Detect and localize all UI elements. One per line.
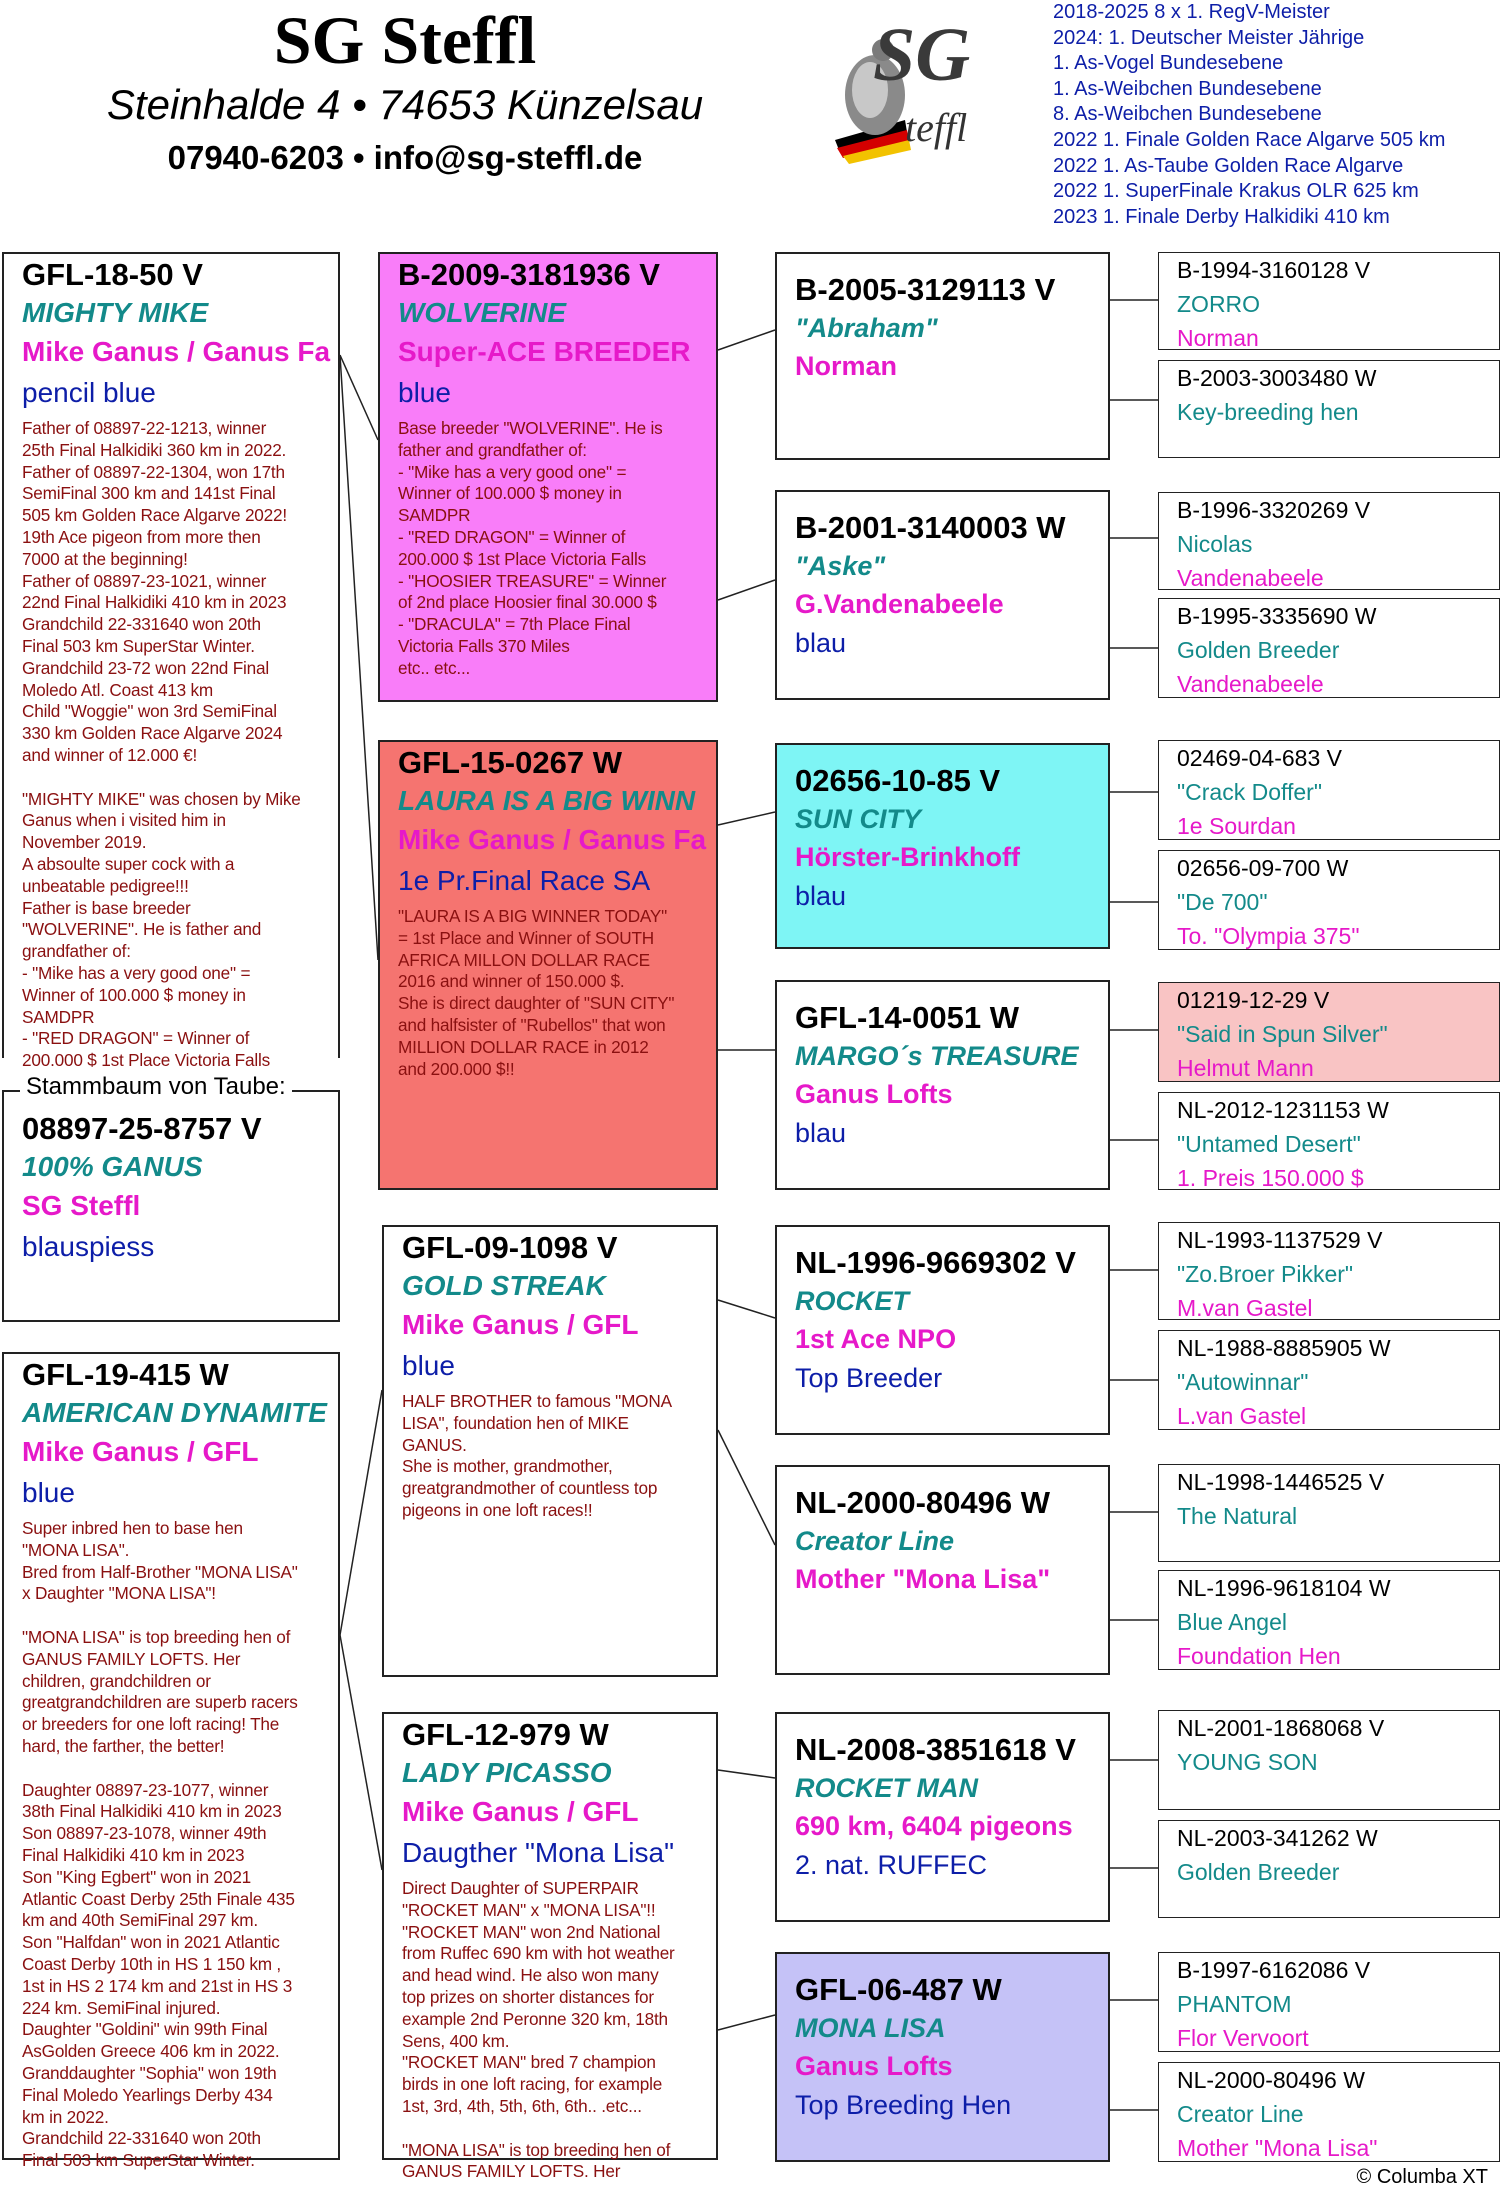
achievement-item: 1. As-Weibchen Bundesebene (1053, 77, 1322, 100)
grandparent-name: WOLVERINE (398, 297, 567, 328)
breeder-title: SG Steffl (273, 2, 537, 78)
mother-card[interactable] (2, 1352, 340, 2171)
great-grandparent-ring-number: B-2001-3140003 W (795, 510, 1066, 545)
breeder-logo (815, 10, 975, 170)
ancestor-name: Golden Breeder (1177, 1859, 1340, 1885)
ancestor-ring-number: NL-1998-1446525 V (1177, 1469, 1385, 1495)
ancestor-card[interactable] (1158, 492, 1500, 590)
subject-ring-number: 08897-25-8757 V (22, 1111, 262, 1146)
ancestor-card[interactable] (1158, 1464, 1500, 1562)
subject-name: 100% GANUS (22, 1151, 203, 1182)
grandparent-name: GOLD STREAK (402, 1270, 606, 1301)
great-grandparent-owner: G.Vandenabeele (795, 589, 1004, 619)
great-grandparent-owner: 690 km, 6404 pigeons (795, 1811, 1073, 1841)
ancestor-ring-number: NL-1993-1137529 V (1177, 1227, 1383, 1253)
ancestor-name: "De 700" (1177, 889, 1268, 915)
great-grandparent-ring-number: 02656-10-85 V (795, 763, 1001, 798)
mother-ring-number: GFL-19-415 W (22, 1357, 229, 1392)
grandparent-description: Direct Daughter of SUPERPAIR "ROCKET MAN" x "MONA LISA"!! "ROCKET MAN" won 2nd National from Ruffec 690 km with hot weather and head wind. He also won many top prizes on shorter distances for example 2nd Peronne 320 km, 18th Sens, 400 km. "ROCKET MAN" bred 7 champion birds in one loft racing, for example 1st, 3rd, 4th, 5th, 6th, 6th.. .etc... "MONA LISA" is top breeding hen of GANUS FAMILY LOFTS. Her (402, 1878, 675, 2182)
grandparent-color: blue (398, 377, 451, 408)
ancestor-card[interactable] (1158, 598, 1500, 698)
ancestor-card[interactable] (1158, 1820, 1500, 1918)
subject-card[interactable] (2, 1090, 340, 1322)
ancestor-card[interactable] (1158, 740, 1500, 840)
father-owner: Mike Ganus / Ganus Fa (22, 336, 331, 367)
grandparent-description: HALF BROTHER to famous "MONA LISA", foundation hen of MIKE GANUS. She is mother, grandmother, greatgrandmother of countless top pigeons in one loft races!! (402, 1391, 672, 1520)
ancestor-ring-number: 02469-04-683 V (1177, 745, 1342, 771)
grandparent-description: Base breeder "WOLVERINE". He is father and grandfather of: - "Mike has a very good one" = Winner of 100.000 $ money in SAMDPR - "RED DRAGON" = Winner of 200.000 $ 1st Place Victoria Falls - "HOOSIER TREASURE" = Winner of 2nd place Hoosier final 30.000 $ - "DRACULA" = 7th Place Final Victoria Falls 370 Miles etc.. etc... (398, 418, 667, 678)
achievement-item: 2023 1. Finale Derby Halkidiki 410 km (1053, 205, 1390, 228)
grandparent-color: blue (402, 1350, 455, 1381)
great-grandparent-color: blau (795, 881, 847, 911)
ancestor-name: YOUNG SON (1177, 1749, 1318, 1775)
ancestor-card[interactable] (1158, 1222, 1500, 1320)
great-grandparent-ring-number: GFL-14-0051 W (795, 1000, 1019, 1035)
ancestor-name: "Untamed Desert" (1177, 1131, 1361, 1157)
grandparent-color: Daugther "Mona Lisa" (402, 1837, 675, 1868)
ancestor-card[interactable] (1158, 982, 1500, 1082)
achievement-item: 2022 1. SuperFinale Krakus OLR 625 km (1053, 180, 1419, 203)
copyright: © Columba XT (1356, 2166, 1488, 2188)
grandparent-name: LAURA IS A BIG WINN (398, 785, 696, 816)
mother-description: Super inbred hen to base hen "MONA LISA". Bred from Half-Brother "MONA LISA" x Daughter "MONA LISA"! "MONA LISA" is top breeding hen of GANUS FAMILY LOFTS. Her children, grandchildren or greatgrandchildren are superb racers or breeders for one loft racing! The hard, the farther, the better! Daughter 08897-23-1077, winner 38th Final Halkidiki 410 km in 2023 Son 08897-23-1078, winner 49th Final Halkidiki 410 km in 2023 Son "King Egbert" won in 2021 Atlantic Coast Derby 25th Finale 435 km and 40th SemiFinal 297 km. Son "Halfdan" won in 2021 Atlantic Coast Derby 10th in HS 1 150 km , 1st in HS 2 174 km and 21st in HS 3 224 km. SemiFinal injured. Daughter "Goldini" win 99th Final AsGolden Greece 406 km in 2022. Granddaughter "Sophia" won 19th Final Moledo Yearlings Derby 434 km in 2022. Grandchild 22-331640 won 20th Final 503 km SuperStar Winter. (22, 1518, 298, 2171)
mother-color: blue (22, 1477, 75, 1508)
ancestor-info: Vandenabeele (1177, 671, 1324, 697)
ancestor-card[interactable] (1158, 1092, 1500, 1190)
grandparent-ring-number: GFL-15-0267 W (398, 745, 622, 780)
logo-sg-text: SG (873, 13, 971, 97)
subject-owner: SG Steffl (22, 1190, 141, 1221)
ancestor-name: Golden Breeder (1177, 637, 1340, 663)
grandparent-owner: Mike Ganus / GFL (402, 1796, 639, 1827)
ancestor-card[interactable] (1158, 1952, 1500, 2052)
great-grandparent-owner: Hörster-Brinkhoff (795, 842, 1021, 872)
ancestor-info: Vandenabeele (1177, 565, 1324, 591)
ancestor-name: Blue Angel (1177, 1609, 1287, 1635)
achievement-item: 2022 1. As-Taube Golden Race Algarve (1053, 154, 1404, 177)
header (0, 0, 1506, 240)
great-grandparent-card[interactable] (775, 1712, 1110, 1922)
grandparent-card[interactable] (382, 1225, 718, 1677)
ancestor-ring-number: NL-2003-341262 W (1177, 1825, 1378, 1851)
mother-owner: Mike Ganus / GFL (22, 1436, 259, 1467)
ancestor-info: Flor Vervoort (1177, 2025, 1309, 2051)
father-description: Father of 08897-22-1213, winner 25th Final Halkidiki 360 km in 2022. Father of 08897-22-1304, won 17th SemiFinal 300 km and 141st Final 505 km Golden Race Algarve 2022! 19th Ace pigeon from more then 7000 at the beginning! Father of 08897-23-1021, winner 22nd Final Halkidiki 410 km in 2023 Grandchild 22-331640 won 20th Final 503 km SuperStar Winter. Grandchild 23-72 won 22nd Final Moledo Atl. Coast 413 km Child "Woggie" won 3rd SemiFinal 330 km Golden Race Algarve 2024 and winner of 12.000 €! "MIGHTY MIKE" was chosen by Mike Ganus when i visited him in November 2019. A absoulte super cock with a unbeatable pedigree!!! Father is base breeder "WOLVERINE". He is father and grandfather of: - "Mike has a very good one" = Winner of 100.000 $ money in SAMDPR - "RED DRAGON" = Winner of 200.000 $ 1st Place Victoria Falls (22, 418, 301, 1071)
great-grandparent-color: Top Breeding Hen (795, 2090, 1012, 2120)
grandparent-ring-number: B-2009-3181936 V (398, 257, 660, 292)
great-grandparent-name: MONA LISA (795, 2013, 946, 2043)
great-grandparent-card[interactable] (775, 743, 1110, 949)
great-grandparent-card[interactable] (775, 490, 1110, 700)
ancestor-name: The Natural (1177, 1503, 1298, 1529)
grandparent-description: "LAURA IS A BIG WINNER TODAY" = 1st Place and Winner of SOUTH AFRICA MILLON DOLLAR RACE 2016 and winner of 150.000 $. She is direct daughter of "SUN CITY" and halfsister of "Rubellos" that won MILLION DOLLAR RACE in 2012 and 200.000 $!! (398, 906, 675, 1079)
ancestor-card[interactable] (1158, 360, 1500, 458)
great-grandparent-color: blau (795, 628, 847, 658)
ancestor-info: Norman (1177, 325, 1259, 351)
ancestor-ring-number: B-1996-3320269 V (1177, 497, 1371, 523)
great-grandparent-name: SUN CITY (795, 804, 922, 834)
father-card[interactable] (2, 252, 340, 1071)
ancestor-ring-number: B-1995-3335690 W (1177, 603, 1377, 629)
ancestor-info: To. "Olympia 375" (1177, 923, 1360, 949)
great-grandparent-card[interactable] (775, 1465, 1110, 1675)
grandparent-owner: Mike Ganus / Ganus Fa (398, 824, 707, 855)
grandparent-color: 1e Pr.Final Race SA (398, 865, 651, 896)
ancestor-ring-number: NL-2001-1868068 V (1177, 1715, 1385, 1741)
ancestor-info: Mother "Mona Lisa" (1177, 2135, 1378, 2161)
great-grandparent-card[interactable] (775, 980, 1110, 1190)
ancestor-ring-number: NL-1988-8885905 W (1177, 1335, 1391, 1361)
logo-steffl-text: teffl (905, 105, 968, 150)
ancestor-name: "Said in Spun Silver" (1177, 1021, 1388, 1047)
breeder-address: Steinhalde 4 • 74653 Künzelsau (106, 81, 704, 128)
great-grandparent-name: ROCKET (795, 1286, 909, 1316)
ancestor-info: L.van Gastel (1177, 1403, 1307, 1429)
achievement-item: 2024: 1. Deutscher Meister Jährige (1053, 26, 1365, 49)
great-grandparent-name: MARGO´s TREASURE (795, 1041, 1079, 1071)
great-grandparent-name: Creator Line (795, 1526, 955, 1556)
ancestor-card[interactable] (1158, 252, 1500, 350)
great-grandparent-card[interactable] (775, 1952, 1110, 2162)
ancestor-card[interactable] (1158, 1570, 1500, 1670)
achievement-list (1053, 0, 1503, 230)
ancestor-ring-number: NL-1996-9618104 W (1177, 1575, 1391, 1601)
ancestor-name: Key-breeding hen (1177, 399, 1359, 425)
ancestor-ring-number: NL-2012-1231153 W (1177, 1097, 1389, 1123)
great-grandparent-ring-number: GFL-06-487 W (795, 1972, 1002, 2007)
great-grandparent-color: 2. nat. RUFFEC (795, 1850, 988, 1880)
great-grandparent-name: "Aske" (795, 551, 886, 581)
grandparent-ring-number: GFL-12-979 W (402, 1717, 609, 1752)
ancestor-name: Nicolas (1177, 531, 1253, 557)
ancestor-name: "Autowinnar" (1177, 1369, 1309, 1395)
achievement-item: 2022 1. Finale Golden Race Algarve 505 km (1053, 128, 1446, 151)
ancestor-ring-number: 01219-12-29 V (1177, 987, 1330, 1013)
ancestor-info: Helmut Mann (1177, 1055, 1314, 1081)
great-grandparent-owner: Ganus Lofts (795, 1079, 953, 1109)
father-color: pencil blue (22, 377, 156, 408)
ancestor-name: ZORRO (1177, 291, 1261, 317)
pedigree-legend: Stammbaum von Taube: (20, 1072, 292, 1102)
great-grandparent-card[interactable] (775, 1225, 1110, 1435)
great-grandparent-color: Top Breeder (795, 1363, 943, 1393)
ancestor-info: 1. Preis 150.000 $ (1177, 1165, 1364, 1191)
ancestor-info: 1e Sourdan (1177, 813, 1296, 839)
ancestor-ring-number: B-2003-3003480 W (1177, 365, 1377, 391)
ancestor-card[interactable] (1158, 2062, 1500, 2162)
grandparent-card[interactable] (382, 1712, 718, 2182)
ancestor-name: PHANTOM (1177, 1991, 1292, 2017)
grandparent-name: LADY PICASSO (402, 1757, 612, 1788)
ancestor-name: "Zo.Broer Pikker" (1177, 1261, 1354, 1287)
great-grandparent-owner: Norman (795, 351, 898, 381)
great-grandparent-owner: Ganus Lofts (795, 2051, 953, 2081)
grandparent-ring-number: GFL-09-1098 V (402, 1230, 618, 1265)
grandparent-owner: Super-ACE BREEDER (398, 336, 691, 367)
great-grandparent-ring-number: NL-2008-3851618 V (795, 1732, 1076, 1767)
breeder-contact: 07940-6203 • info@sg-steffl.de (167, 139, 643, 176)
ancestor-info: Foundation Hen (1177, 1643, 1341, 1669)
father-ring-number: GFL-18-50 V (22, 257, 203, 292)
great-grandparent-ring-number: B-2005-3129113 V (795, 272, 1056, 307)
ancestor-ring-number: B-1994-3160128 V (1177, 257, 1371, 283)
great-grandparent-owner: Mother "Mona Lisa" (795, 1564, 1051, 1594)
ancestor-card[interactable] (1158, 1710, 1500, 1810)
grandparent-card[interactable] (378, 252, 718, 702)
ancestor-name: "Crack Doffer" (1177, 779, 1322, 805)
ancestor-ring-number: NL-2000-80496 W (1177, 2067, 1365, 2093)
great-grandparent-name: "Abraham" (795, 313, 938, 343)
grandparent-owner: Mike Ganus / GFL (402, 1309, 639, 1340)
great-grandparent-ring-number: NL-2000-80496 W (795, 1485, 1051, 1520)
great-grandparent-owner: 1st Ace NPO (795, 1324, 957, 1354)
father-name: MIGHTY MIKE (22, 297, 209, 328)
great-grandparent-ring-number: NL-1996-9669302 V (795, 1245, 1076, 1280)
achievement-item: 8. As-Weibchen Bundesebene (1053, 103, 1322, 126)
ancestor-ring-number: 02656-09-700 W (1177, 855, 1349, 881)
great-grandparent-card[interactable] (775, 252, 1110, 460)
grandparent-card[interactable] (378, 740, 718, 1190)
subject-color: blauspiess (22, 1231, 155, 1262)
achievement-item: 1. As-Vogel Bundesebene (1053, 52, 1284, 75)
great-grandparent-name: ROCKET MAN (795, 1773, 978, 1803)
great-grandparent-color: blau (795, 1118, 847, 1148)
ancestor-card[interactable] (1158, 1330, 1500, 1430)
ancestor-card[interactable] (1158, 850, 1500, 950)
ancestor-info: M.van Gastel (1177, 1295, 1313, 1321)
ancestor-ring-number: B-1997-6162086 V (1177, 1957, 1371, 1983)
achievement-item: 2018-2025 8 x 1. RegV-Meister (1053, 1, 1330, 23)
ancestor-name: Creator Line (1177, 2101, 1304, 2127)
mother-name: AMERICAN DYNAMITE (22, 1397, 327, 1428)
